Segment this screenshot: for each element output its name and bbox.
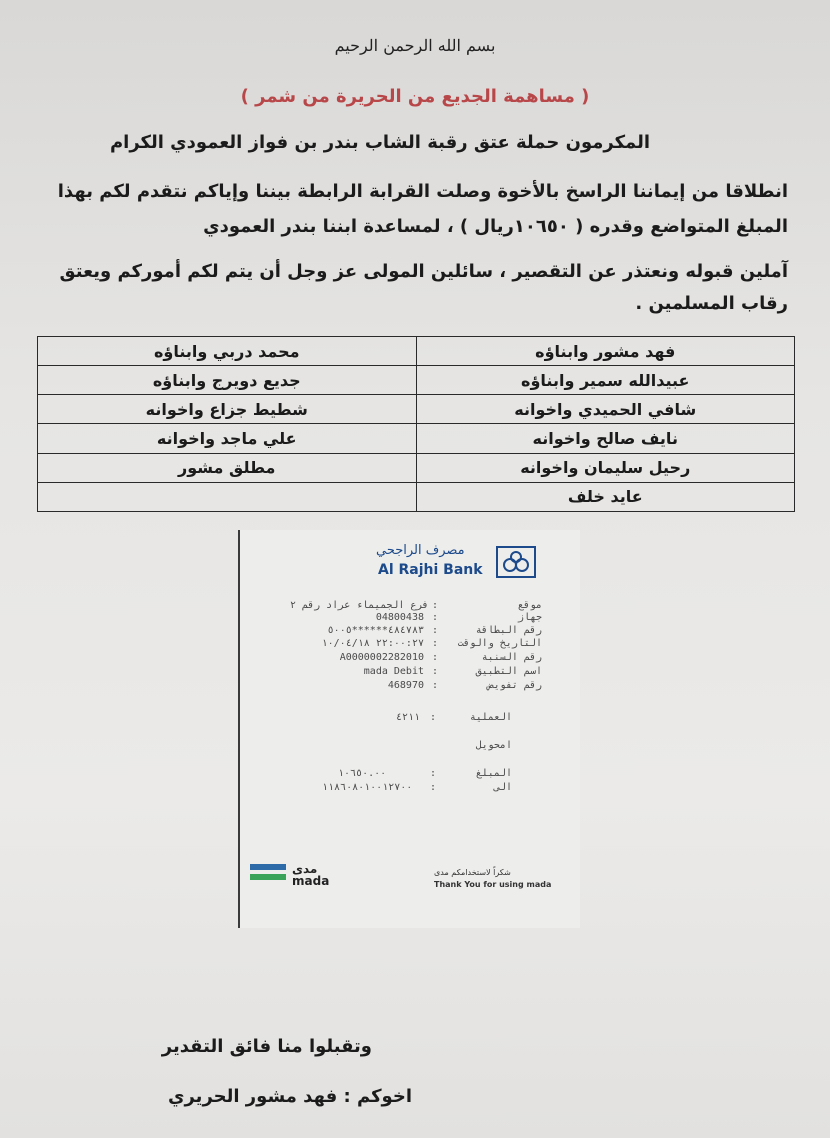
receipt-transfer-label: امحويل — [475, 740, 512, 751]
receipt-label: جهاز — [517, 612, 542, 623]
receipt-value: 468970 — [387, 680, 424, 691]
receipt-colon: : — [432, 612, 439, 623]
receipt-label: التاريخ والوقت — [457, 638, 542, 649]
mada-english-label: mada — [292, 874, 330, 888]
receipt-colon: : — [432, 666, 439, 677]
receipt-to-label: الى — [493, 782, 512, 793]
bank-name-arabic: مصرف الراجحي — [376, 543, 465, 558]
receipt-label: اسم التطبيق — [475, 666, 542, 677]
receipt-label: رقم البطاقة — [475, 625, 542, 636]
receipt-amount-label: المبلغ — [475, 768, 512, 779]
contribution-title: ( مساهمة الجديع من الحريرة من شمر ) — [240, 86, 590, 107]
receipt-colon: : — [432, 680, 439, 691]
mada-arabic-label: مدى — [292, 862, 318, 876]
receipt-operation-label: العملية — [469, 712, 512, 723]
contributors-table — [37, 336, 795, 512]
receipt-value: A0000002282010 — [339, 652, 424, 663]
table-row — [38, 337, 795, 366]
table-cell: شطيط جزاع واخوانه — [38, 395, 417, 424]
table-cell: عبيدالله سمير وابناؤه — [416, 366, 795, 395]
table-row — [38, 453, 795, 482]
receipt-operation-value: ٤٢١١ — [396, 712, 421, 723]
signature-line: اخوكم : فهد مشور الحريري — [167, 1086, 412, 1107]
receipt-label: رقم السنبة — [481, 652, 542, 663]
receipt-colon: : — [430, 712, 437, 723]
receipt-colon: : — [430, 768, 437, 779]
receipt-amount-value: ١٠٦٥٠.٠٠ — [338, 768, 387, 779]
receipt-colon: : — [432, 600, 439, 611]
basmala-heading: بسم الله الرحمن الرحيم — [334, 36, 496, 55]
table-cell: فهد مشور وابناؤه — [416, 337, 795, 366]
table-row — [38, 424, 795, 453]
receipt-label: رقم تفويض — [487, 680, 542, 691]
table-cell: رحيل سليمان واخوانه — [416, 453, 795, 482]
receipt-colon: : — [432, 638, 439, 649]
table-cell: نايف صالح واخوانه — [416, 424, 795, 453]
table-cell: عايد خلف — [416, 482, 795, 511]
receipt-value: فرع الجميماء عراد رقم ٢ — [290, 600, 429, 611]
mada-logo-icon — [250, 862, 292, 882]
receipt-to-value: ١١٨٦٠٨٠١٠٠١٢٧٠٠ — [322, 782, 413, 793]
intro-paragraph: انطلاقا من إيماننا الراسخ بالأخوة وصلت القرابة الرابطة بيننا وإياكم نتقدم لكم بهذا المبلغ المتواضع وقدره ( ١٠٦٥٠ريال ) ، لمساعدة ابننا بندر العمودي — [57, 181, 788, 237]
table-cell: مطلق مشور — [38, 453, 417, 482]
receipt-label: موقع — [517, 600, 542, 611]
salutation-line: المكرمون حملة عتق رقبة الشاب بندر بن فواز العمودي الكرام — [109, 132, 651, 153]
closing-regards: وتقبلوا منا فائق التقدير — [161, 1036, 372, 1057]
table-row — [38, 366, 795, 395]
table-cell: محمد دربي وابناؤه — [38, 337, 417, 366]
thanks-arabic-text: شكراً لاستخدامكم مدى — [434, 868, 511, 877]
table-row — [38, 482, 795, 511]
receipt-value: ٤٨٤٧٨٣******٥٠٠٥ — [327, 625, 424, 636]
receipt-colon: : — [432, 625, 439, 636]
bank-name-english: Al Rajhi Bank — [378, 562, 483, 578]
receipt-colon: : — [432, 652, 439, 663]
closing-paragraph: آملين قبوله ونعتذر عن التقصير ، سائلين المولى عز وجل أن يتم لكم أموركم ويعتق رقاب المسلمين . — [59, 261, 788, 314]
table-cell: شافي الحميدي واخوانه — [416, 395, 795, 424]
table-cell: علي ماجد واخوانه — [38, 424, 417, 453]
receipt-colon: : — [430, 782, 437, 793]
thanks-english-text: Thank You for using mada — [434, 880, 552, 889]
receipt-value: ٢٢:٠٠:٢٧ ١٠/٠٤/١٨ — [321, 638, 424, 649]
table-row — [38, 395, 795, 424]
receipt-value: mada Debit — [363, 666, 424, 677]
table-cell: جديع دويرج وابناؤه — [38, 366, 417, 395]
al-rajhi-logo-icon — [496, 546, 536, 578]
receipt-value: 04800438 — [375, 612, 424, 623]
table-cell — [38, 482, 417, 511]
